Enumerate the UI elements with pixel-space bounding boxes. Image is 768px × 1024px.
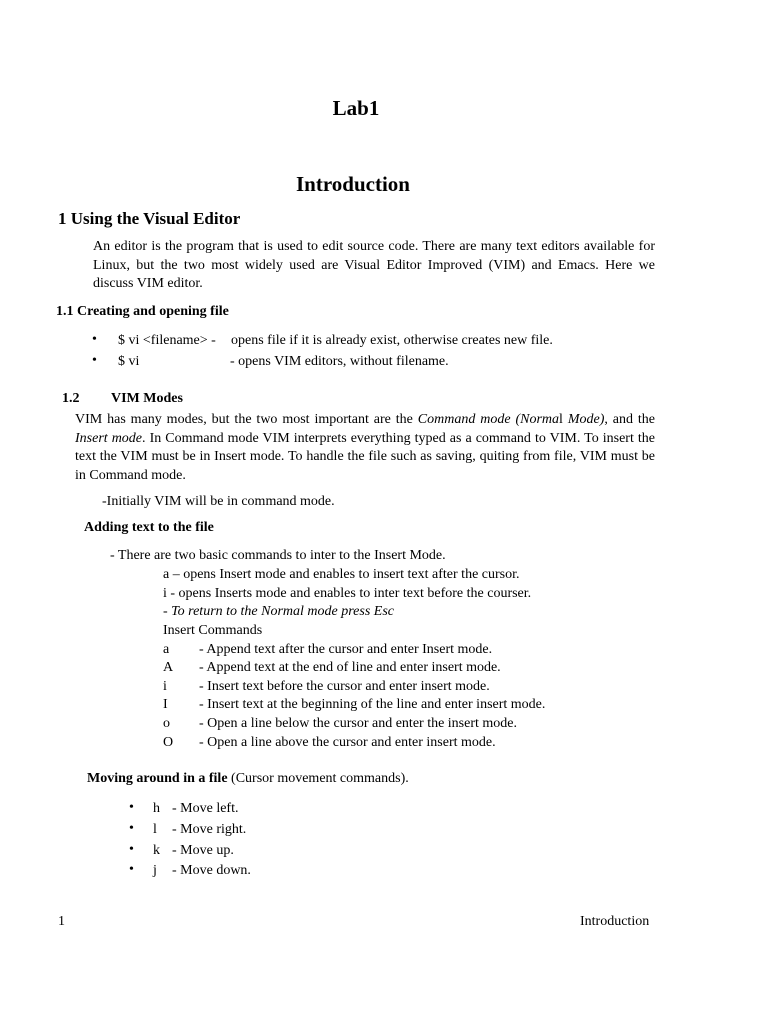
insert-line-a: a – opens Insert mode and enables to insert text after the cursor. — [163, 567, 520, 582]
move-desc: - Move down. — [172, 863, 251, 878]
vim-modes-paragraph: VIM has many modes, but the two most important are the Command mode (Normal Mode), and the Insert mode. In Command mode VIM interprets everything typed as a command to VIM. To insert the text the VIM must be in Insert mode. To handle the file such as saving, quiting from file, VIM must be in Command mode. — [75, 412, 655, 483]
move-key: j — [153, 863, 157, 878]
bullet-icon: • — [129, 862, 134, 877]
initial-mode-note: -Initially VIM will be in command mode. — [102, 494, 335, 509]
moving-heading: Moving around in a file (Cursor movement commands). — [87, 771, 409, 786]
escape-note: - To return to the Normal mode press Esc — [163, 604, 394, 619]
cmd-key: i — [163, 679, 167, 694]
cmd-key: O — [163, 735, 174, 750]
section-1-2-heading: VIM Modes — [111, 391, 183, 406]
document-subtitle: Introduction — [296, 172, 410, 196]
footer-section: Introduction — [580, 914, 650, 929]
cmd-desc: - Open a line below the cursor and enter the insert mode. — [199, 716, 518, 731]
command-vi-desc: - opens VIM editors, without filename. — [230, 354, 449, 369]
page-title: Lab1 — [332, 96, 380, 120]
cmd-desc: - Append text at the end of line and enter insert mode. — [199, 660, 501, 675]
footer-page-number: 1 — [58, 914, 65, 929]
section-1-heading: 1 Using the Visual Editor — [58, 209, 241, 228]
bullet-icon: • — [92, 332, 97, 347]
cmd-key: A — [163, 660, 174, 675]
bullet-icon: • — [92, 353, 97, 368]
cmd-key: a — [163, 642, 170, 657]
insert-line-i: i - opens Inserts mode and enables to inter text before the courser. — [163, 586, 532, 601]
command-vi-filename-desc: opens file if it is already exist, otherwise creates new file. — [231, 333, 553, 348]
adding-text-intro: - There are two basic commands to inter to the Insert Mode. — [110, 548, 446, 563]
command-vi-filename: $ vi <filename> - — [118, 333, 216, 348]
move-desc: - Move left. — [172, 801, 239, 816]
bullet-icon: • — [129, 800, 134, 815]
cmd-desc: - Insert text before the cursor and enter insert mode. — [199, 679, 490, 694]
section-1-paragraph: An editor is the program that is used to edit source code. There are many text editors available for Linux, but the two most widely used are Visual Editor Improved (VIM) and Emacs. Here we discuss VIM editor. — [93, 239, 655, 291]
insert-commands-label: Insert Commands — [163, 623, 263, 638]
cmd-desc: - Insert text at the beginning of the line and enter insert mode. — [199, 697, 546, 712]
move-key: l — [153, 822, 157, 837]
adding-text-heading: Adding text to the file — [84, 520, 214, 535]
cmd-key: o — [163, 716, 170, 731]
move-key: k — [153, 843, 160, 858]
bullet-icon: • — [129, 842, 134, 857]
cmd-desc: - Append text after the cursor and enter Insert mode. — [199, 642, 493, 657]
move-desc: - Move up. — [172, 843, 234, 858]
move-desc: - Move right. — [172, 822, 247, 837]
bullet-icon: • — [129, 821, 134, 836]
cmd-key: I — [163, 697, 168, 712]
section-1-2-number: 1.2 — [62, 391, 80, 406]
cmd-desc: - Open a line above the cursor and enter insert mode. — [199, 735, 496, 750]
move-key: h — [153, 801, 160, 816]
command-vi: $ vi — [118, 354, 140, 369]
section-1-1-heading: 1.1 Creating and opening file — [56, 304, 229, 319]
